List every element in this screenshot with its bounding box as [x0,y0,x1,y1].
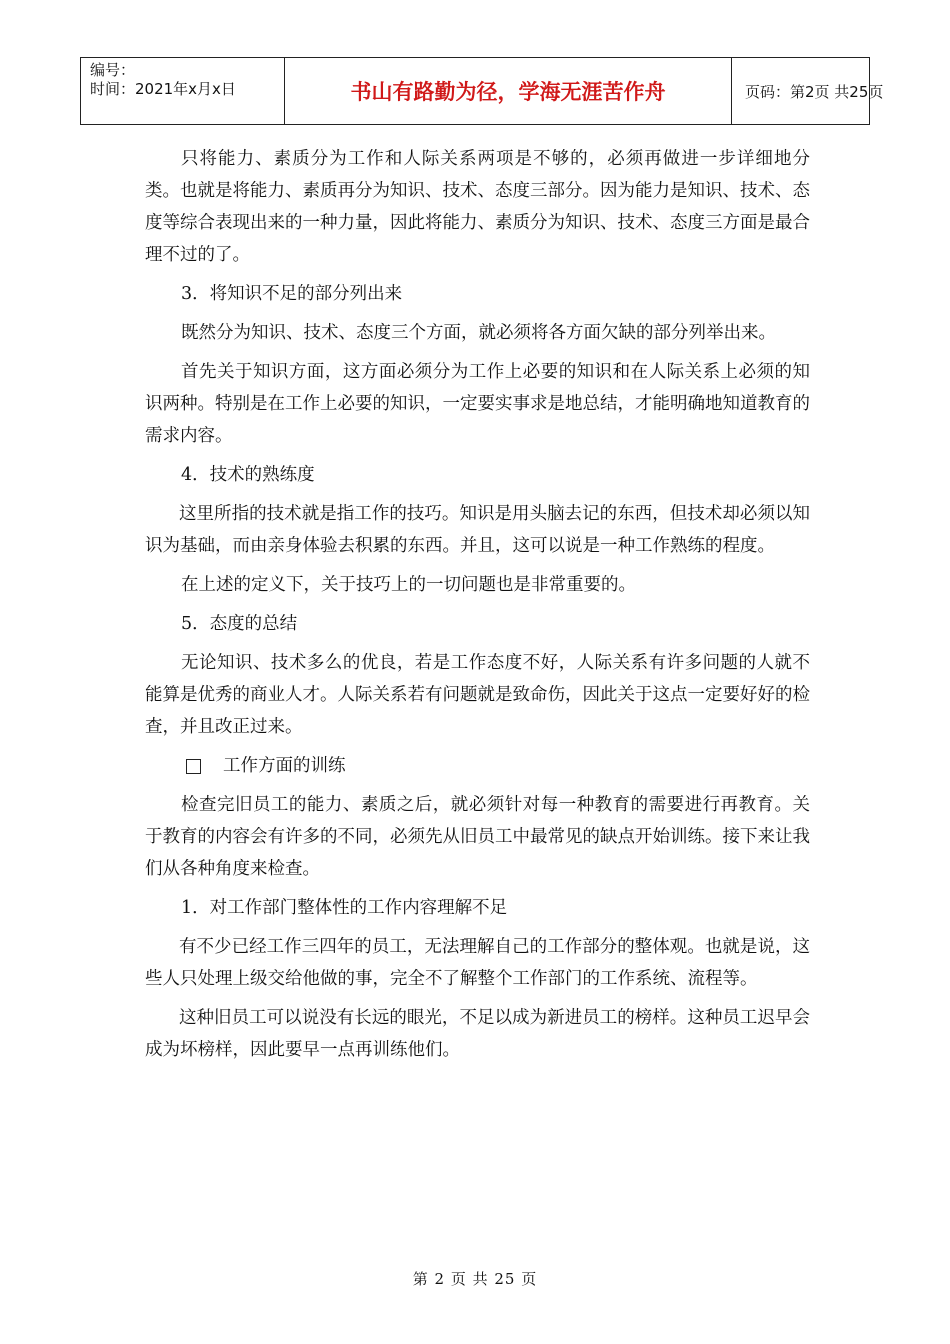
doc-number-label: 编号： [90,61,136,79]
numbered-heading: 3．将知识不足的部分列出来 [181,284,403,304]
body-paragraph: 在上述的定义下，关于技巧上的一切问题也是非常重要的。 [181,575,636,595]
section-heading-text: 工作方面的训练 [223,756,346,776]
document-body [145,143,810,1066]
header-page-number: 页码：第2页 共25页 [745,82,884,101]
section-heading [145,750,810,782]
numbered-heading: 5．态度的总结 [181,614,298,634]
numbered-heading: 1．对工作部门整体性的工作内容理解不足 [181,898,508,918]
header-motto: 书山有路勤为径，学海无涯苦作舟 [285,58,732,124]
numbered-heading: 4．技术的熟练度 [181,465,315,485]
doc-date-label: 时间：2021年x月x日 [90,80,236,98]
body-paragraph: 只将能力、素质分为工作和人际关系两项是不够的，必须再做进一步详细地分类。也就是将能力、素质再分为知识、技术、态度三部分。因为能力是知识、技术、态度等综合表现出来的一种力量，因此将能力、素质分为知识、技术、态度三方面是最合理不过的了。 [145,149,810,265]
header-table [80,57,884,125]
body-paragraph: 这里所指的技术就是指工作的技巧。知识是用头脑去记的东西，但技术却必须以知识为基础，而由亲身体验去积累的东西。并且，这可以说是一种工作熟练的程度。 [145,504,810,556]
header-meta [81,58,285,124]
body-paragraph: 首先关于知识方面，这方面必须分为工作上必要的知识和在人际关系上必须的知识两种。特别是在工作上必要的知识，一定要实事求是地总结，才能明确地知道教育的需求内容。 [145,362,810,446]
body-paragraph: 既然分为知识、技术、态度三个方面，就必须将各方面欠缺的部分列举出来。 [181,323,776,343]
page-footer: 第 2 页 共 25 页 [412,1270,538,1288]
body-paragraph: 有不少已经工作三四年的员工，无法理解自己的工作部分的整体观。也就是说，这些人只处理上级交给他做的事，完全不了解整个工作部门的工作系统、流程等。 [145,937,810,989]
body-paragraph: 检查完旧员工的能力、素质之后，就必须针对每一种教育的需要进行再教育。关于教育的内容会有许多的不同，必须先从旧员工中最常见的缺点开始训练。接下来让我们从各种角度来检查。 [145,795,810,879]
body-paragraph: 无论知识、技术多么的优良，若是工作态度不好，人际关系有许多问题的人就不能算是优秀的商业人才。人际关系若有问题就是致命伤，因此关于这点一定要好好的检查，并且改正过来。 [145,653,810,737]
body-paragraph: 这种旧员工可以说没有长远的眼光，不足以成为新进员工的榜样。这种员工迟早会成为坏榜样，因此要早一点再训练他们。 [145,1008,810,1060]
checkbox-icon [186,759,201,774]
